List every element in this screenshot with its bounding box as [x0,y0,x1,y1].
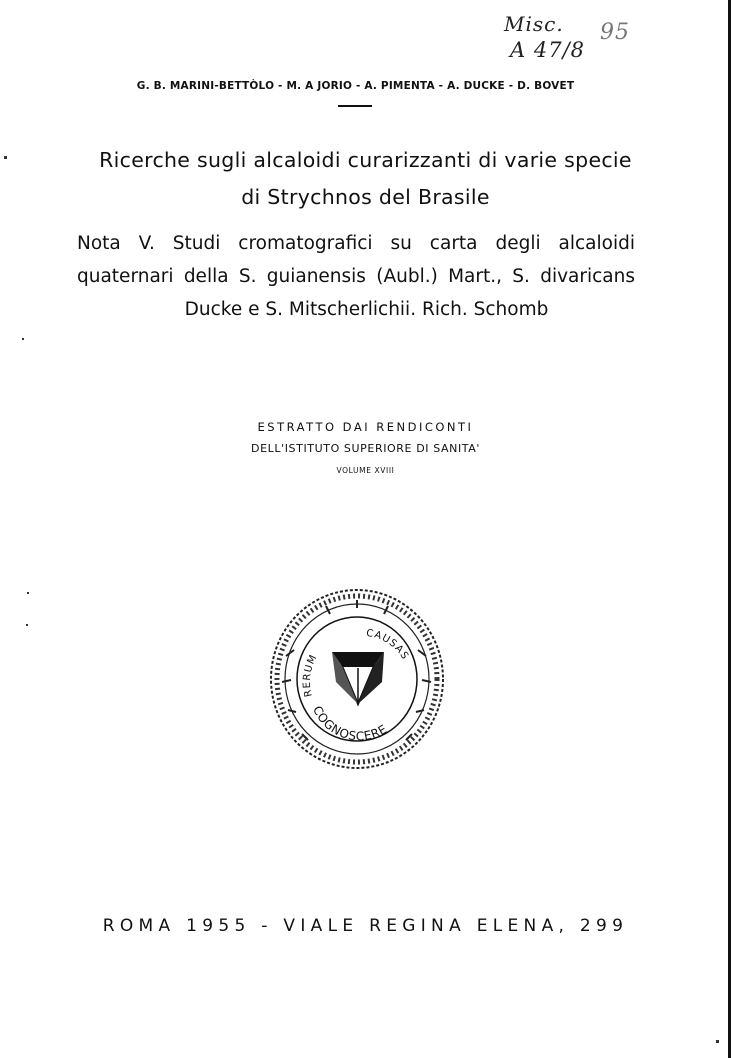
svg-text:RERUM [302,653,320,698]
subtitle-line-2: quaternari della S. guianensis (Aubl.) Mart., S. divaricans [77,266,635,287]
author-list: G. B. MARINI-BETTÒLO - M. A JORIO - A. PIMENTA - A. DUCKE - D. BOVET [136,80,575,92]
title-line-2: di Strychnos del Brasile [241,185,490,209]
subtitle-line-1: Nota V. Studi cromatografici su carta degli alcaloidi [77,233,635,254]
seal-text-right: CAUSAS [365,627,411,663]
publisher-address: ROMA 1955 - VIALE REGINA ELENA, 299 [102,916,629,936]
title-divider [338,105,372,107]
title-line-1: Ricerche sugli alcaloidi curarizzanti di varie specie [99,148,632,172]
subtitle-line-3: Ducke e S. Mitscherlichii. Rich. Schomb [184,299,549,320]
seal-text-top: RERUM [301,652,320,698]
handwritten-shelfmark-line2: A 47/8 [510,38,585,62]
institute-seal-emblem [266,586,448,772]
scan-speck [716,1040,719,1043]
scan-speck [27,592,29,594]
extract-source-line-2: DELL'ISTITUTO SUPERIORE DI SANITA' [251,442,480,455]
scan-speck [4,156,7,159]
handwritten-shelfmark-line1: Misc. [504,12,564,36]
handwritten-number: 95 [600,20,630,45]
volume-label: VOLUME XVIII [336,466,395,475]
cube-emblem [332,652,384,704]
seal-text-bottom: COGNOSCERE [310,703,390,744]
scan-speck [26,624,28,626]
svg-text:COGNOSCERE [310,704,390,744]
scan-speck [22,338,24,340]
extract-source-line-1: ESTRATTO DAI RENDICONTI [257,420,474,434]
